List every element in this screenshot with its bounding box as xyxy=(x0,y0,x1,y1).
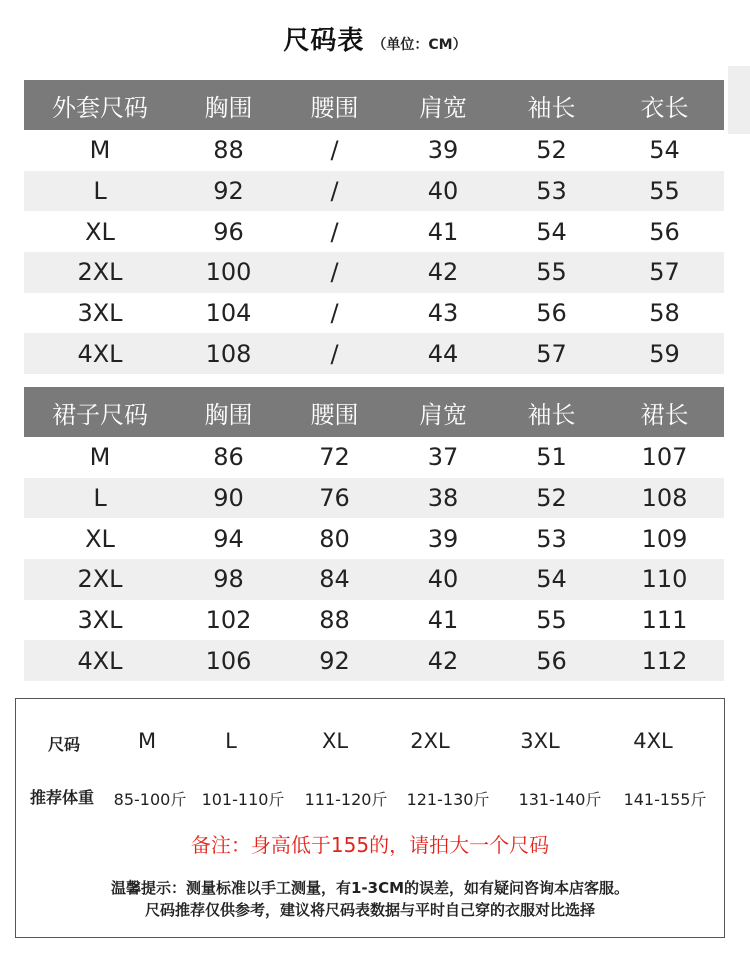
table-cell: 54 xyxy=(536,217,567,246)
table-cell: 86 xyxy=(213,443,244,472)
title-unit: （单位：CM） xyxy=(372,37,467,53)
table-cell: 54 xyxy=(536,565,567,594)
table-cell: 76 xyxy=(319,483,350,512)
table-cell: 40 xyxy=(427,176,459,205)
table-cell: 104 xyxy=(205,298,252,327)
table-cell: 108 xyxy=(641,483,688,512)
weight-label: 推荐体重 xyxy=(30,788,95,807)
tip-line-1: 温馨提示：测量标准以手工测量，有1-3CM的误差，如有疑问咨询本店客服。 xyxy=(110,879,630,897)
table-cell: 41 xyxy=(427,605,459,634)
table-row xyxy=(24,640,724,681)
table-cell: 80 xyxy=(319,524,350,553)
table-cell: 96 xyxy=(213,217,244,246)
table-row xyxy=(24,293,724,334)
table-cell: / xyxy=(330,217,339,246)
table-cell: 44 xyxy=(427,339,459,368)
table-cell: 51 xyxy=(536,443,567,472)
table-row xyxy=(24,478,724,519)
weight-value: 121-130斤 xyxy=(406,790,490,809)
table-cell: 38 xyxy=(427,483,459,512)
header-cell: 肩宽 xyxy=(419,93,467,122)
table-cell: 55 xyxy=(536,258,567,287)
table-cell: 90 xyxy=(213,483,244,512)
table-cell: 92 xyxy=(213,176,244,205)
header-cell: 袖长 xyxy=(527,93,576,122)
table-header xyxy=(24,80,724,130)
header-cell: 肩宽 xyxy=(419,400,467,429)
table-row xyxy=(24,333,724,374)
table-row xyxy=(24,518,724,559)
weight-value: 111-120斤 xyxy=(304,790,388,809)
table-row xyxy=(24,130,724,171)
title-main: 尺码表 xyxy=(283,26,365,56)
table-cell: 53 xyxy=(536,176,567,205)
size-value: XL xyxy=(321,729,349,753)
weight-value: 85-100斤 xyxy=(113,790,187,809)
weight-value: 141-155斤 xyxy=(623,790,707,809)
header-cell: 袖长 xyxy=(527,400,576,429)
table-cell: 39 xyxy=(427,524,459,553)
size-recommendation-box xyxy=(15,698,725,938)
table-cell: 56 xyxy=(649,217,680,246)
jacket-size-table xyxy=(24,80,724,374)
table-cell: 4XL xyxy=(77,339,123,368)
table-row xyxy=(24,171,724,212)
tip-line-2: 尺码推荐仅供参考，建议将尺码表数据与平时自己穿的衣服对比选择 xyxy=(144,901,595,919)
size-value: L xyxy=(225,729,237,753)
table-cell: 59 xyxy=(649,339,680,368)
table-cell: 55 xyxy=(536,605,567,634)
table-cell: / xyxy=(330,136,339,165)
size-value: M xyxy=(137,729,157,753)
weight-value: 131-140斤 xyxy=(518,790,602,809)
edge-strip xyxy=(728,66,750,134)
table-cell: M xyxy=(89,443,111,472)
table-cell: 109 xyxy=(641,524,688,553)
table-cell: 57 xyxy=(649,258,680,287)
header-cell: 裙长 xyxy=(640,400,689,429)
table-cell: 72 xyxy=(319,443,350,472)
table-cell: 100 xyxy=(205,258,252,287)
table-cell: 108 xyxy=(205,339,252,368)
header-cell: 腰围 xyxy=(310,93,359,122)
table-row xyxy=(24,559,724,600)
table-cell: 102 xyxy=(205,605,252,634)
table-cell: 110 xyxy=(641,565,688,594)
table-cell: 56 xyxy=(536,298,567,327)
table-cell: 53 xyxy=(536,524,567,553)
header-cell: 胸围 xyxy=(204,93,253,122)
table-cell: 52 xyxy=(536,136,567,165)
table-cell: 3XL xyxy=(77,605,123,634)
table-cell: 39 xyxy=(427,136,459,165)
table-row xyxy=(24,437,724,478)
table-cell: 54 xyxy=(649,136,680,165)
header-cell: 腰围 xyxy=(310,400,359,429)
table-cell: / xyxy=(330,298,339,327)
skirt-size-table xyxy=(24,387,724,681)
size-value: 2XL xyxy=(410,729,450,753)
table-cell: 2XL xyxy=(77,565,123,594)
table-cell: 88 xyxy=(319,605,350,634)
table-row xyxy=(24,252,724,293)
table-cell: 57 xyxy=(536,339,567,368)
weight-value: 101-110斤 xyxy=(201,790,285,809)
table-cell: 41 xyxy=(427,217,459,246)
header-cell: 胸围 xyxy=(204,400,253,429)
table-cell: 4XL xyxy=(77,646,123,675)
table-cell: 112 xyxy=(641,646,688,675)
table-cell: 43 xyxy=(427,298,459,327)
table-header xyxy=(24,387,724,437)
table-cell: L xyxy=(93,483,107,512)
table-cell: 52 xyxy=(536,483,567,512)
table-cell: / xyxy=(330,258,339,287)
table-row xyxy=(24,211,724,252)
table-cell: 88 xyxy=(213,136,244,165)
table-cell: XL xyxy=(85,217,115,246)
table-cell: 111 xyxy=(641,605,688,634)
table-cell: / xyxy=(330,339,339,368)
size-value: 3XL xyxy=(520,729,560,753)
table-row xyxy=(24,600,724,641)
table-cell: 98 xyxy=(213,565,244,594)
table-cell: 106 xyxy=(205,646,252,675)
table-cell: / xyxy=(330,176,339,205)
table-cell: 42 xyxy=(427,258,459,287)
table-cell: 56 xyxy=(536,646,567,675)
page-title xyxy=(0,20,750,57)
table-cell: 2XL xyxy=(77,258,123,287)
table-cell: 55 xyxy=(649,176,680,205)
table-cell: 92 xyxy=(319,646,350,675)
table-cell: 84 xyxy=(319,565,350,594)
header-cell: 外套尺码 xyxy=(52,93,148,122)
size-value: 4XL xyxy=(633,729,673,753)
table-cell: 94 xyxy=(213,524,244,553)
table-cell: L xyxy=(93,176,107,205)
table-cell: 37 xyxy=(427,443,459,472)
table-cell: 42 xyxy=(427,646,459,675)
header-cell: 裙子尺码 xyxy=(52,400,148,429)
table-cell: 107 xyxy=(641,443,688,472)
table-cell: XL xyxy=(85,524,115,553)
header-cell: 衣长 xyxy=(640,93,689,122)
size-label: 尺码 xyxy=(48,735,81,754)
height-note: 备注：身高低于155的，请拍大一个尺码 xyxy=(190,833,550,857)
table-cell: 58 xyxy=(649,298,680,327)
table-cell: 40 xyxy=(427,565,459,594)
table-cell: 3XL xyxy=(77,298,123,327)
table-cell: M xyxy=(89,136,111,165)
